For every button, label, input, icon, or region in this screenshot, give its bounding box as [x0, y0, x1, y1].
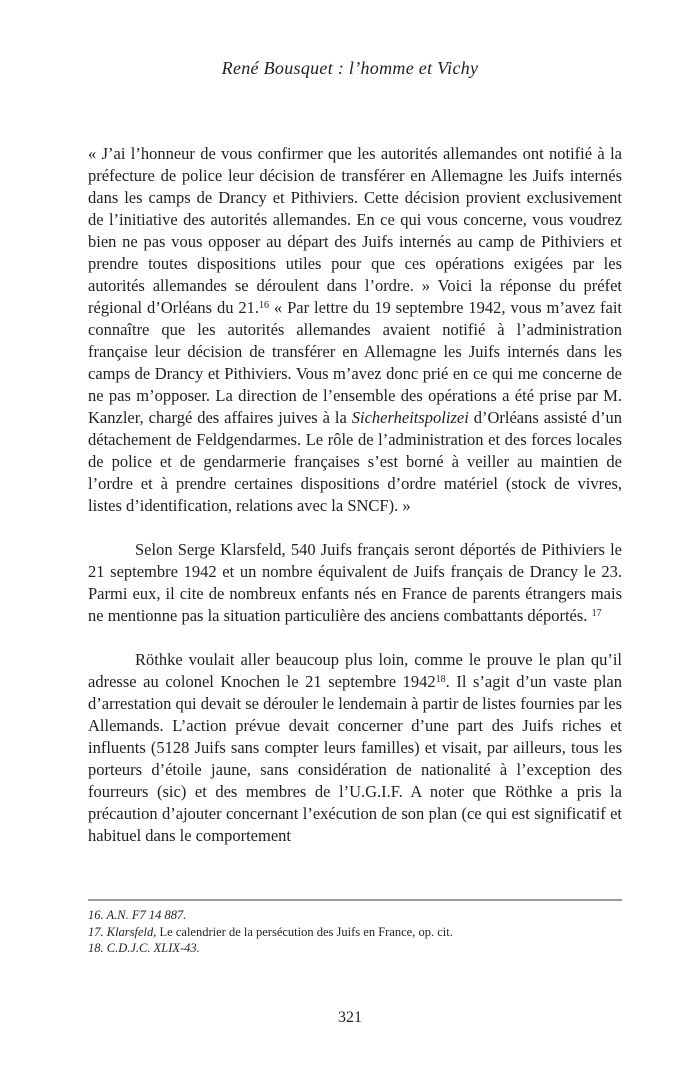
page-body: [88, 143, 622, 903]
footnote-16: 16. A.N. F7 14 887.: [88, 908, 187, 922]
page-number: 321: [338, 1009, 362, 1026]
running-header-title: René Bousquet : l’homme et Vichy: [221, 58, 479, 78]
paragraph-klarsfeld: Selon Serge Klarsfeld, 540 Juifs français seront déportés de Pithiviers le 21 septembre 1942 et un nombre équivalent de Juifs français de Drancy le 23. Parmi eux, il cite de nombreux enfants nés en France de parents étrangers mais ne mentionne pas la situation particulière des anciens combattants déportés. $^{17}$: [88, 540, 622, 625]
footnotes-section: [88, 899, 622, 957]
paragraph-rothke-plan: Röthke voulait aller beaucoup plus loin, comme le prouve le plan qu’il adresse au colonel Knochen le 21 septembre 1942$^{18}$. Il s’agit d’un vaste plan d’arrestation qui devait se dérouler le lendemain à partir de listes fournies par les Allemands. L’action prévue devait concerner d’une part des Juifs riches et influents (5128 Juifs sans compter leurs familles) et visait, par ailleurs, tous les porteurs d’étoile jaune, sans considération de nationalité à l’exception des fourreurs (sic) et des membres de l’U.G.I.F. A noter que Röthke a pris la précaution d’ajouter concernant l’exécution de son plan (ce qui est significatif et habituel dans le comportement: [88, 650, 622, 845]
paragraph-quote-letter: « J’ai l’honneur de vous confirmer que les autorités allemandes ont notifié à la préfecture de police leur décision de transférer en Allemagne les Juifs internés dans les camps de Drancy et Pithiviers. Cette décision provient exclusivement de l’initiative des autorités allemandes. En ce qui vous concerne, vous voudrez bien ne pas vous opposer au départ des Juifs internés au camp de Pithiviers et prendre toutes dispositions utiles pour que ces opérations exigées par les autorités allemandes se déroulent dans l’ordre. » Voici la réponse du préfet régional d’Orléans du 21.16 « Par lettre du 19 septembre 1942, vous m’avez fait connaître que les autorités allemandes avaient notifié à l’administration française leur décision de transférer en Allemagne les Juifs internés dans les camps de Drancy et Pithiviers. Vous m’avez donc prié en ce qui me concerne de ne pas m’opposer. La direction de l’ensemble des opérations a été prise par M. Kanzler, chargé des affaires juives à la Sicherheitspolizei d’Orléans assisté d’un détachement de Feldgendarmes. Le rôle de l’administration et des forces locales de police et de gendarmerie françaises s’est borné à veiller au maintien de l’ordre et à prendre certaines dispositions d’ordre matériel (stock de vivres, listes d’identification, relations avec la SNCF). »: [88, 144, 622, 515]
footnote-18: 18. C.D.J.C. XLIX-43.: [88, 941, 200, 955]
footnote-17: 17. Klarsfeld, Le calendrier de la persécution des Juifs en France, op. cit.: [88, 924, 453, 939]
footnote-separator-rule: [88, 899, 622, 901]
